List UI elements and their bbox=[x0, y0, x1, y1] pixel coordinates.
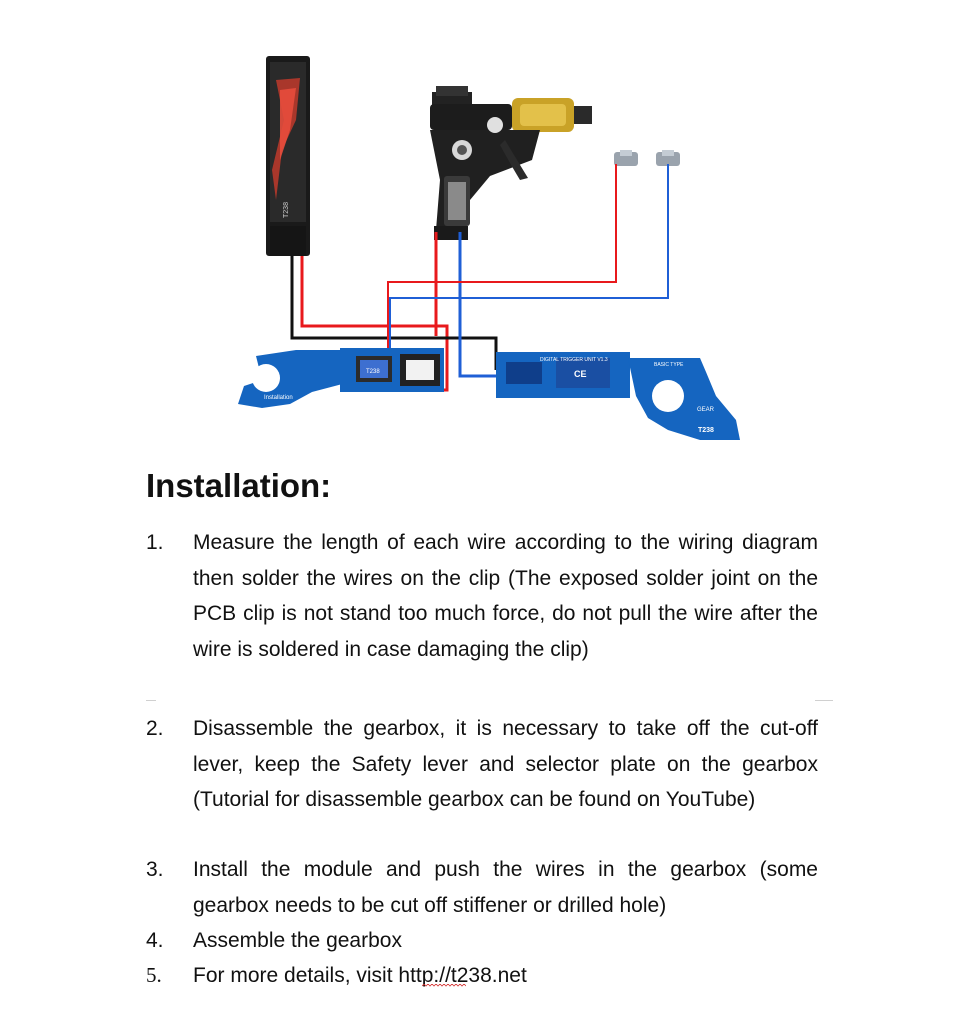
right-board-title: DIGITAL TRIGGER UNIT V1.3 bbox=[540, 357, 608, 363]
page-break-mark-right bbox=[815, 700, 833, 701]
step-item-2 bbox=[146, 711, 818, 818]
right-board bbox=[496, 352, 740, 440]
step-number: 3. bbox=[146, 858, 164, 881]
ce-mark: CE bbox=[574, 369, 587, 379]
step-number: 1. bbox=[146, 531, 164, 554]
right-board-type: BASIC TYPE bbox=[654, 362, 684, 368]
wiring-diagram bbox=[0, 0, 953, 460]
step-item-4 bbox=[146, 923, 818, 959]
step-text: For more details, visit http://t238.net bbox=[193, 964, 527, 987]
left-board-chip-label: T238 bbox=[366, 369, 380, 375]
page-break-mark-left bbox=[146, 700, 156, 701]
step-number: 5. bbox=[146, 963, 162, 987]
switch-contacts bbox=[614, 150, 680, 166]
spellcheck-underline bbox=[422, 984, 466, 987]
right-board-logo: T238 bbox=[698, 427, 714, 434]
step-item-3 bbox=[146, 852, 818, 923]
left-board-label: Installation bbox=[264, 395, 293, 401]
step-text: Disassemble the gearbox, it is necessary to take off the cut-off lever, keep the Safety lever and selector plate on the gearbox (Tutorial for disassemble gearbox can be found on YouTube) bbox=[193, 717, 818, 811]
left-board bbox=[238, 348, 444, 408]
section-heading: Installation: bbox=[146, 467, 332, 504]
step-item-5 bbox=[146, 958, 818, 994]
gearbox bbox=[430, 86, 592, 240]
step-number: 4. bbox=[146, 929, 164, 952]
step-text: Measure the length of each wire according to the wiring diagram then solder the wires on the clip (The exposed solder joint on the PCB clip is not stand too much force, do not pull the wire after the wire is soldered in case damaging the clip) bbox=[193, 531, 818, 661]
step-number: 2. bbox=[146, 717, 164, 740]
battery-pack bbox=[266, 56, 310, 256]
step-item-1 bbox=[146, 525, 818, 667]
battery-brand-label: T238 bbox=[283, 202, 290, 218]
step-text: Assemble the gearbox bbox=[193, 929, 402, 952]
step-text: Install the module and push the wires in the gearbox (some gearbox needs to be cut off stiffener or drilled hole) bbox=[193, 858, 818, 917]
right-board-badge: GEAR bbox=[697, 407, 715, 413]
